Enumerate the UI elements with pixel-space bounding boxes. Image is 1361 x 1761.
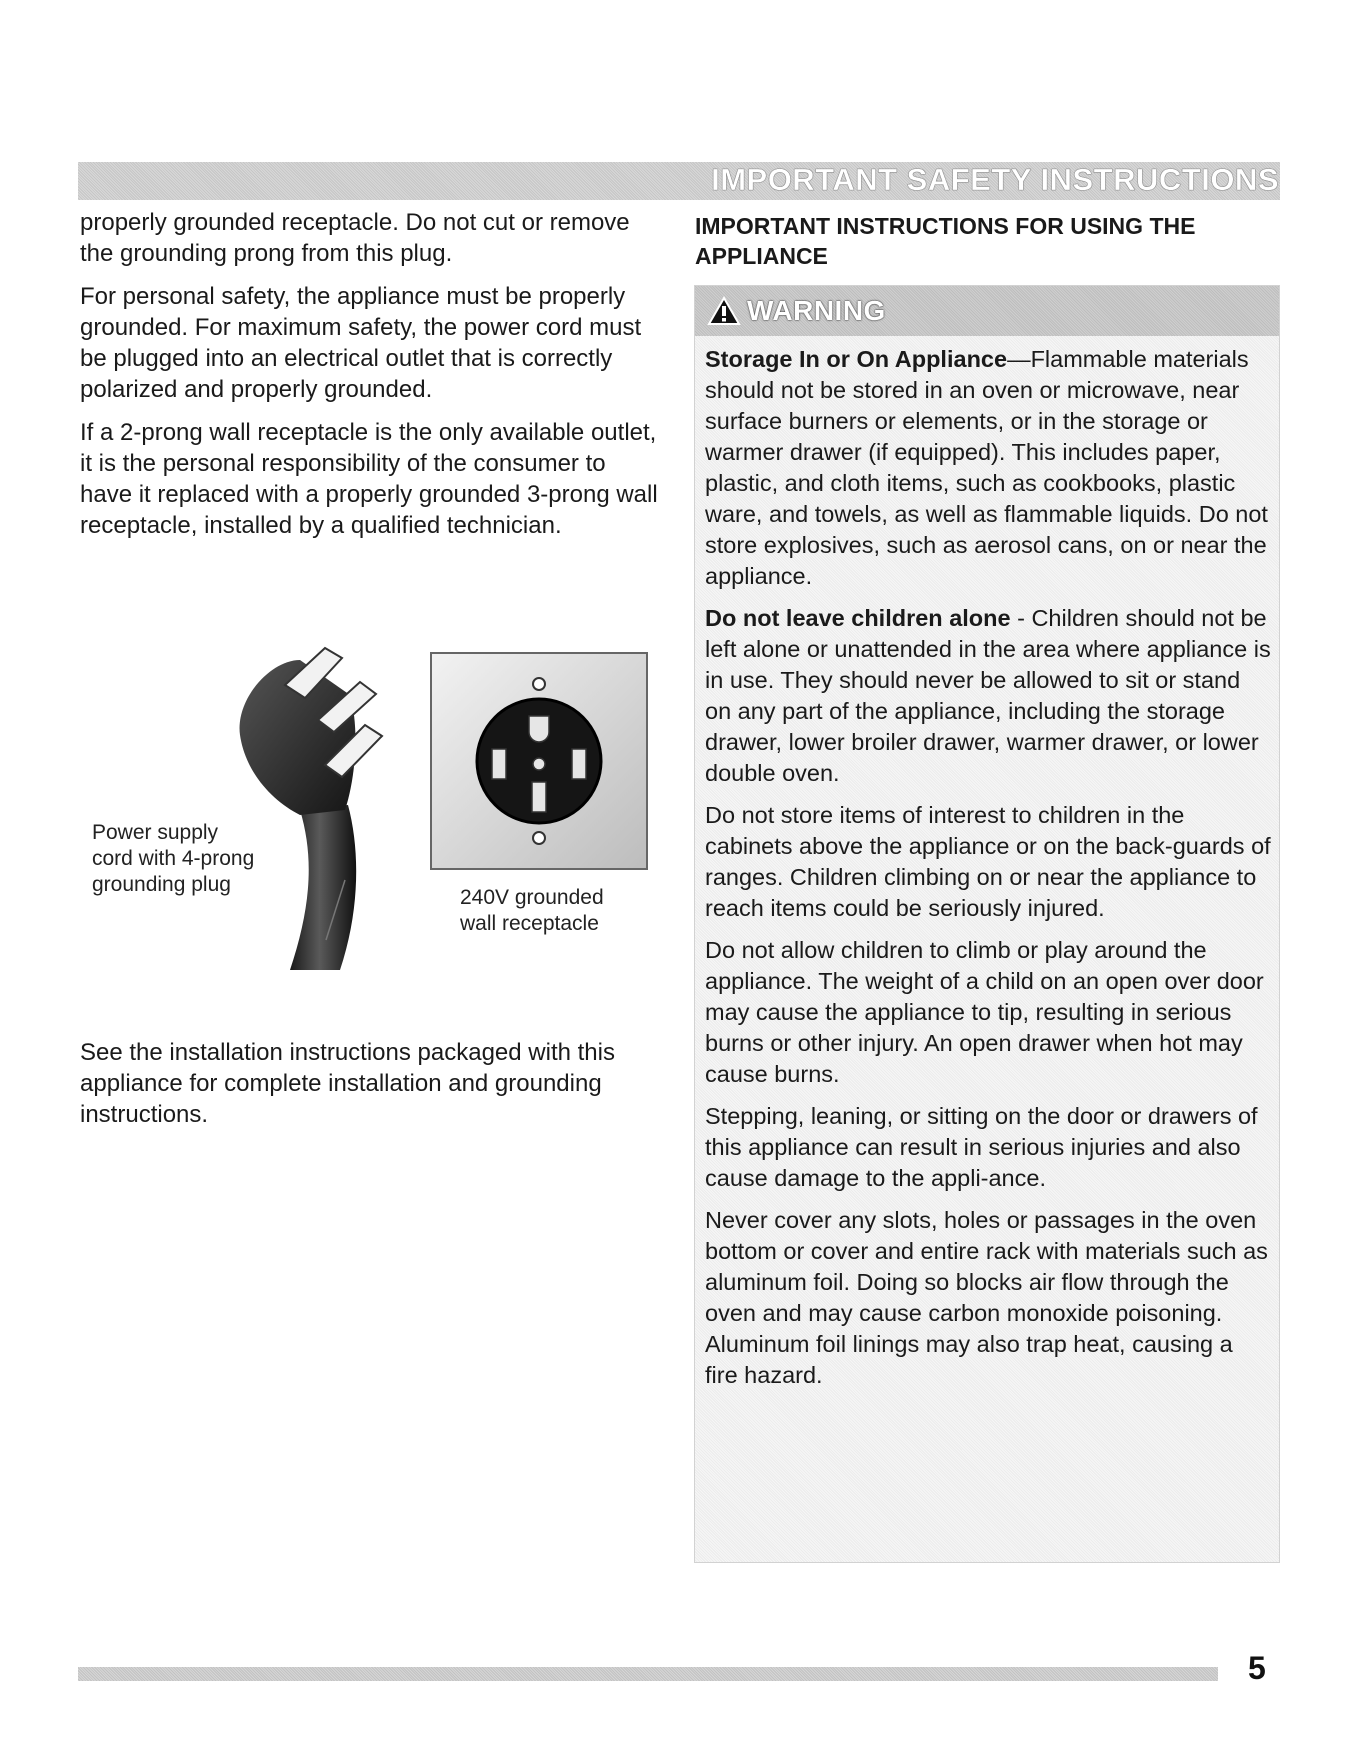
warning-label: WARNING — [707, 290, 886, 332]
warning-item: Do not allow children to climb or play around the appliance. The weight of a child on an open over door may cause the appliance to tip, resulting in serious burns or other injury. An open drawer when hot may cause burns. — [705, 937, 1264, 1087]
section-heading: IMPORTANT INSTRUCTIONS FOR USING THE APPLIANCE — [695, 213, 1196, 269]
wall-receptacle-illustration — [430, 652, 648, 870]
paragraph: For personal safety, the appliance must be properly grounded. For maximum safety, the power cord must be plugged into an electrical outlet that is correctly polarized and properly grounded. — [80, 283, 642, 403]
warning-item: Stepping, leaning, or sitting on the door or drawers of this appliance can result in serious injuries and also cause damage to the appli-ance. — [705, 1103, 1258, 1191]
warning-triangle-icon — [707, 296, 741, 326]
left-column — [80, 207, 660, 553]
warning-box — [694, 285, 1280, 1563]
warning-item: Do not store items of interest to children in the cabinets above the appliance or on the back-guards of ranges. Children climbing on or near the appliance to reach items could be seriously injured. — [705, 802, 1271, 921]
plug-caption: Power supply cord with 4-prong grounding plug — [92, 821, 255, 896]
warning-item: Storage In or On Appliance—Flammable materials should not be stored in an oven or microwave, near surface burners or elements, or in the storage or warmer drawer (if equipped). This includes paper, plastic, and cloth items, such as cookbooks, plastic ware, and towels, as well as flammable liquids. Do not store explosives, such as aerosol cans, on or near the appliance. — [705, 346, 1268, 589]
installation-note: See the installation instructions packaged with this appliance for complete installation and grounding instructions. — [80, 1039, 615, 1128]
footer-band — [78, 1667, 1218, 1681]
warning-item: Never cover any slots, holes or passages in the oven bottom or cover and entire rack with materials such as aluminum foil. Doing so blocks air flow through the oven and may cause carbon monoxide poisoning. Aluminum foil linings may also trap heat, causing a fire hazard. — [705, 1207, 1268, 1388]
page-section-title: IMPORTANT SAFETY INSTRUCTIONS — [711, 162, 1279, 197]
grounding-figure — [80, 640, 660, 1000]
receptacle-caption: 240V grounded wall receptacle — [460, 886, 604, 935]
page-number: 5 — [1248, 1650, 1266, 1686]
paragraph: properly grounded receptacle. Do not cut or remove the grounding prong from this plug. — [80, 209, 630, 267]
receptacle-icon — [432, 654, 646, 868]
paragraph: If a 2-prong wall receptacle is the only available outlet, it is the personal responsibility of the consumer to have it replaced with a properly grounded 3-prong wall receptacle, installed by a qualified technician. — [80, 419, 658, 539]
warning-body — [705, 344, 1271, 1402]
warning-item: Do not leave children alone - Children should not be left alone or unattended in the area where appliance is in use. They should never be allowed to sit or stand on any part of the appliance, including the storage drawer, lower broiler drawer, warmer drawer, or lower double oven. — [705, 605, 1271, 786]
